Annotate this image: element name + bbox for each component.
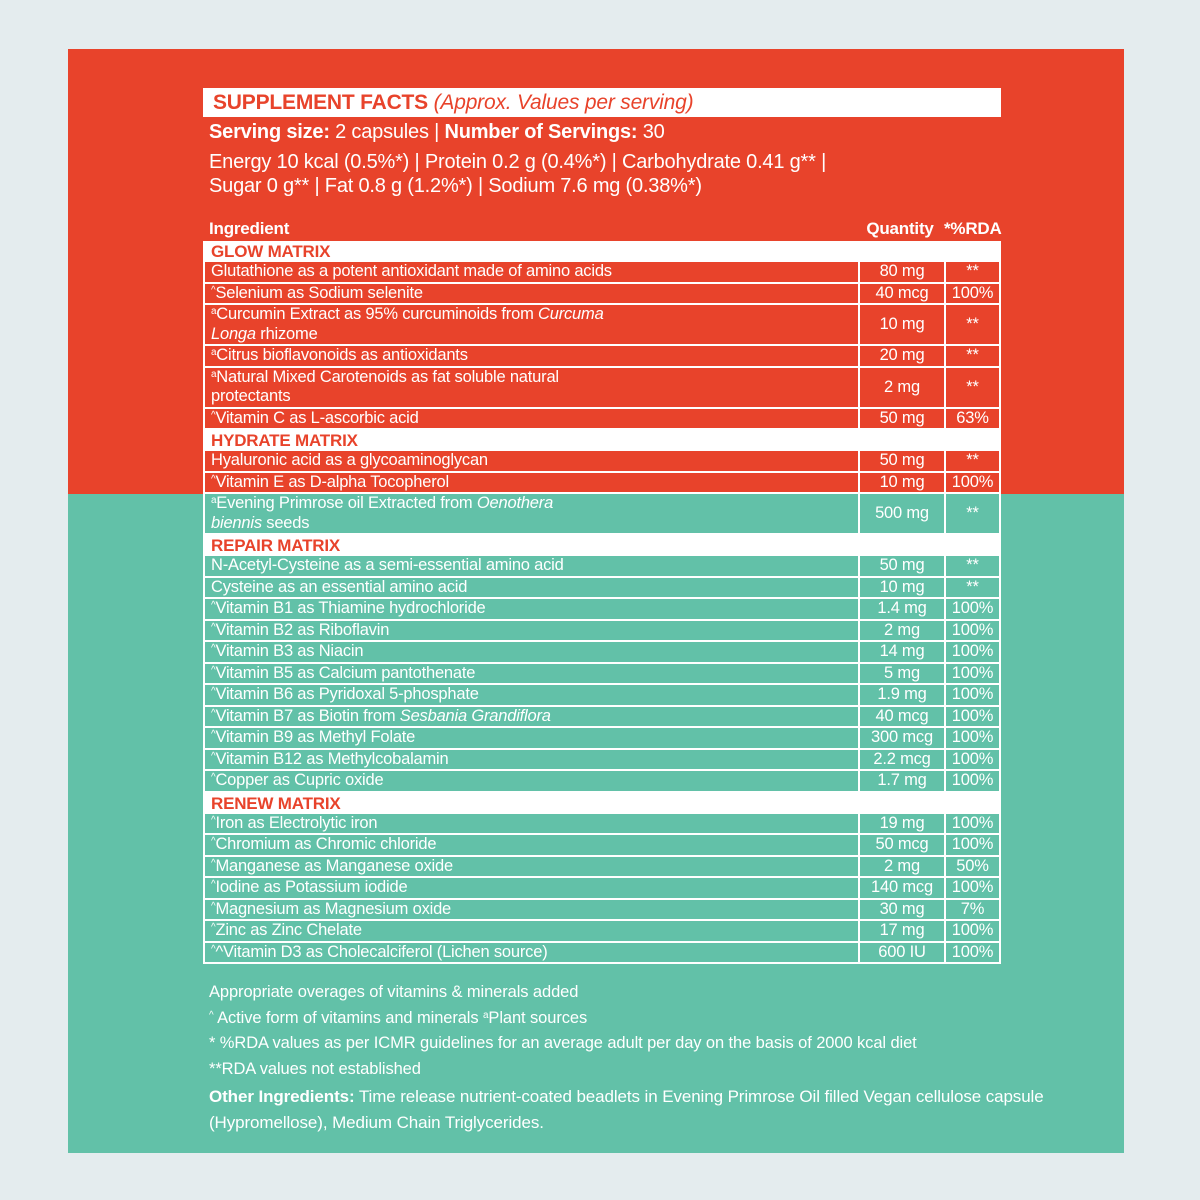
text-line: Serving size: 2 capsules | Number of Servings: 30 [209, 121, 665, 143]
ingredient-row [203, 556, 1001, 578]
text-line: Sugar 0 g** | Fat 0.8 g (1.2%*) | Sodium 7.6 mg (0.38%*) [209, 175, 702, 197]
column-header-rda: *%RDA [944, 219, 1002, 238]
quantity-value: 19 mg [858, 814, 944, 834]
text-line: (Hypromellose), Medium Chain Triglycerides. [209, 1113, 544, 1132]
rda-value: ** [944, 368, 999, 407]
ingredient-name: ^^Vitamin D3 as Cholecalciferol (Lichen source) [211, 942, 548, 961]
ingredient-name: ^Vitamin B12 as Methylcobalamin [211, 749, 449, 768]
rda-value: 100% [944, 707, 999, 727]
ingredient-row [203, 728, 1001, 750]
section-header-repair: REPAIR MATRIX [203, 535, 1001, 556]
text-line: **RDA values not established [209, 1059, 421, 1078]
ingredient-name: Cysteine as an essential amino acid [211, 577, 468, 596]
rda-value: ** [944, 494, 999, 533]
quantity-value: 10 mg [858, 305, 944, 344]
rda-value: 100% [944, 835, 999, 855]
column-header-quantity: Quantity [866, 219, 934, 238]
ingredient-row [203, 621, 1001, 643]
supplement-label [68, 49, 1124, 1153]
ingredient-name: ^Selenium as Sodium selenite [211, 283, 423, 302]
rda-value: ** [944, 262, 999, 282]
rda-value: ** [944, 578, 999, 598]
rda-value: 100% [944, 599, 999, 619]
quantity-value: 50 mcg [858, 835, 944, 855]
serving-size-line [209, 120, 665, 145]
ingredient-row [203, 262, 1001, 284]
quantity-value: 2 mg [858, 857, 944, 877]
ingredient-name: $^a$Curcumin Extract as 95% curcuminoids from Curcuma Longa rhizome [211, 305, 604, 343]
ingredient-name: Glutathione as a potent antioxidant made of amino acids [211, 262, 612, 280]
text-line: Appropriate overages of vitamins & minerals added [209, 983, 579, 1001]
ingredient-name: ^Magnesium as Magnesium oxide [211, 899, 452, 918]
rda-value: 100% [944, 621, 999, 641]
quantity-value: 2 mg [858, 368, 944, 407]
rda-value: ** [944, 556, 999, 576]
ingredient-name: ^Copper as Cupric oxide [211, 771, 384, 789]
ingredient-name: $^a$Natural Mixed Carotenoids as fat soluble natural protectants [211, 367, 559, 405]
ingredient-row [203, 685, 1001, 707]
column-header-ingredient: Ingredient [209, 219, 290, 238]
section-header-glow: GLOW MATRIX [203, 241, 1001, 262]
text-line: Other Ingredients: Time release nutrient-coated beadlets in Evening Primrose Oil filled Vegan cellulose capsule [209, 1087, 1044, 1106]
text-line: Energy 10 kcal (0.5%*) | Protein 0.2 g (0.4%*) | Carbohydrate 0.41 g** | [209, 151, 827, 173]
quantity-value: 17 mg [858, 921, 944, 941]
quantity-value: 140 mcg [858, 878, 944, 898]
rda-value: 100% [944, 750, 999, 770]
ingredient-row [203, 599, 1001, 621]
footnotes [209, 980, 917, 1082]
quantity-value: 40 mcg [858, 284, 944, 304]
section-header-renew: RENEW MATRIX [203, 793, 1001, 814]
ingredient-row [203, 494, 1001, 535]
ingredient-row [203, 921, 1001, 943]
ingredient-name: ^Vitamin C as L-ascorbic acid [211, 408, 419, 427]
quantity-value: 2 mg [858, 621, 944, 641]
quantity-value: 50 mg [858, 451, 944, 471]
ingredient-row [203, 857, 1001, 879]
rda-value: 100% [944, 771, 999, 791]
ingredient-name: ^Vitamin B2 as Riboflavin [211, 620, 390, 639]
rda-value: 50% [944, 857, 999, 877]
ingredient-name: ^Manganese as Manganese oxide [211, 856, 453, 875]
rda-value: 100% [944, 878, 999, 898]
ingredient-row [203, 707, 1001, 729]
title-bar [203, 88, 1001, 117]
text-line: * %RDA values as per ICMR guidelines for an average adult per day on the basis of 2000 kcal diet [209, 1034, 917, 1052]
quantity-value: 1.7 mg [858, 771, 944, 791]
ingredient-name: $^a$Citrus bioflavonoids as antioxidants [211, 346, 468, 364]
quantity-value: 10 mg [858, 578, 944, 598]
quantity-value: 2.2 mcg [858, 750, 944, 770]
quantity-value: 300 mcg [858, 728, 944, 748]
rda-value: 63% [944, 409, 999, 429]
ingredient-row [203, 642, 1001, 664]
facts-table-body [203, 241, 1001, 964]
ingredient-row [203, 578, 1001, 600]
quantity-value: 1.9 mg [858, 685, 944, 705]
quantity-value: 14 mg [858, 642, 944, 662]
ingredient-name: ^Vitamin B9 as Methyl Folate [211, 728, 416, 746]
ingredient-name: ^Vitamin B5 as Calcium pantothenate [211, 663, 476, 682]
text-line: ^ Active form of vitamins and minerals $^a$Plant sources [209, 1008, 588, 1027]
ingredient-row [203, 284, 1001, 306]
quantity-value: 50 mg [858, 409, 944, 429]
quantity-value: 20 mg [858, 346, 944, 366]
rda-value: ** [944, 346, 999, 366]
ingredient-name: ^Chromium as Chromic chloride [211, 835, 437, 853]
ingredient-row [203, 750, 1001, 772]
ingredient-name: $^a$Evening Primrose oil Extracted from Oenothera biennis seeds [211, 494, 554, 532]
ingredient-row [203, 473, 1001, 495]
quantity-value: 50 mg [858, 556, 944, 576]
rda-value: ** [944, 451, 999, 471]
rda-value: 100% [944, 685, 999, 705]
rda-value: 100% [944, 728, 999, 748]
quantity-value: 80 mg [858, 262, 944, 282]
table-header [203, 219, 1001, 241]
rda-value: 100% [944, 473, 999, 493]
ingredient-row [203, 900, 1001, 922]
ingredient-row [203, 409, 1001, 431]
rda-value: 100% [944, 284, 999, 304]
ingredient-row [203, 451, 1001, 473]
quantity-value: 10 mg [858, 473, 944, 493]
text-line: SUPPLEMENT FACTS (Approx. Values per serving) [213, 91, 694, 114]
ingredient-name: Hyaluronic acid as a glycoaminoglycan [211, 451, 488, 469]
ingredient-row [203, 771, 1001, 793]
nutrition-summary [209, 150, 826, 198]
other-ingredients [209, 1084, 1119, 1136]
ingredient-name: N-Acetyl-Cysteine as a semi-essential amino acid [211, 556, 564, 574]
facts-table [203, 219, 1001, 964]
rda-value: ** [944, 305, 999, 344]
quantity-value: 500 mg [858, 494, 944, 533]
rda-value: 100% [944, 814, 999, 834]
ingredient-name: ^Vitamin B7 as Biotin from Sesbania Grandiflora [211, 706, 551, 725]
rda-value: 100% [944, 642, 999, 662]
quantity-value: 40 mcg [858, 707, 944, 727]
ingredient-name: ^Vitamin B3 as Niacin [211, 642, 364, 660]
ingredient-row [203, 814, 1001, 836]
rda-value: 100% [944, 921, 999, 941]
section-header-hydrate: HYDRATE MATRIX [203, 430, 1001, 451]
quantity-value: 30 mg [858, 900, 944, 920]
ingredient-row [203, 664, 1001, 686]
ingredient-name: ^Vitamin B1 as Thiamine hydrochloride [211, 599, 486, 617]
ingredient-name: ^Zinc as Zinc Chelate [211, 921, 362, 939]
quantity-value: 1.4 mg [858, 599, 944, 619]
quantity-value: 600 IU [858, 943, 944, 963]
quantity-value: 5 mg [858, 664, 944, 684]
ingredient-row [203, 346, 1001, 368]
rda-value: 100% [944, 943, 999, 963]
ingredient-name: ^Iodine as Potassium iodide [211, 878, 408, 896]
rda-value: 100% [944, 664, 999, 684]
ingredient-name: ^Iron as Electrolytic iron [211, 813, 378, 832]
ingredient-name: ^Vitamin B6 as Pyridoxal 5-phosphate [211, 685, 479, 703]
ingredient-row [203, 305, 1001, 346]
rda-value: 7% [944, 900, 999, 920]
ingredient-name: ^Vitamin E as D-alpha Tocopherol [211, 472, 449, 491]
ingredient-row [203, 368, 1001, 409]
ingredient-row [203, 943, 1001, 965]
ingredient-row [203, 835, 1001, 857]
ingredient-row [203, 878, 1001, 900]
page-title [213, 88, 1001, 117]
